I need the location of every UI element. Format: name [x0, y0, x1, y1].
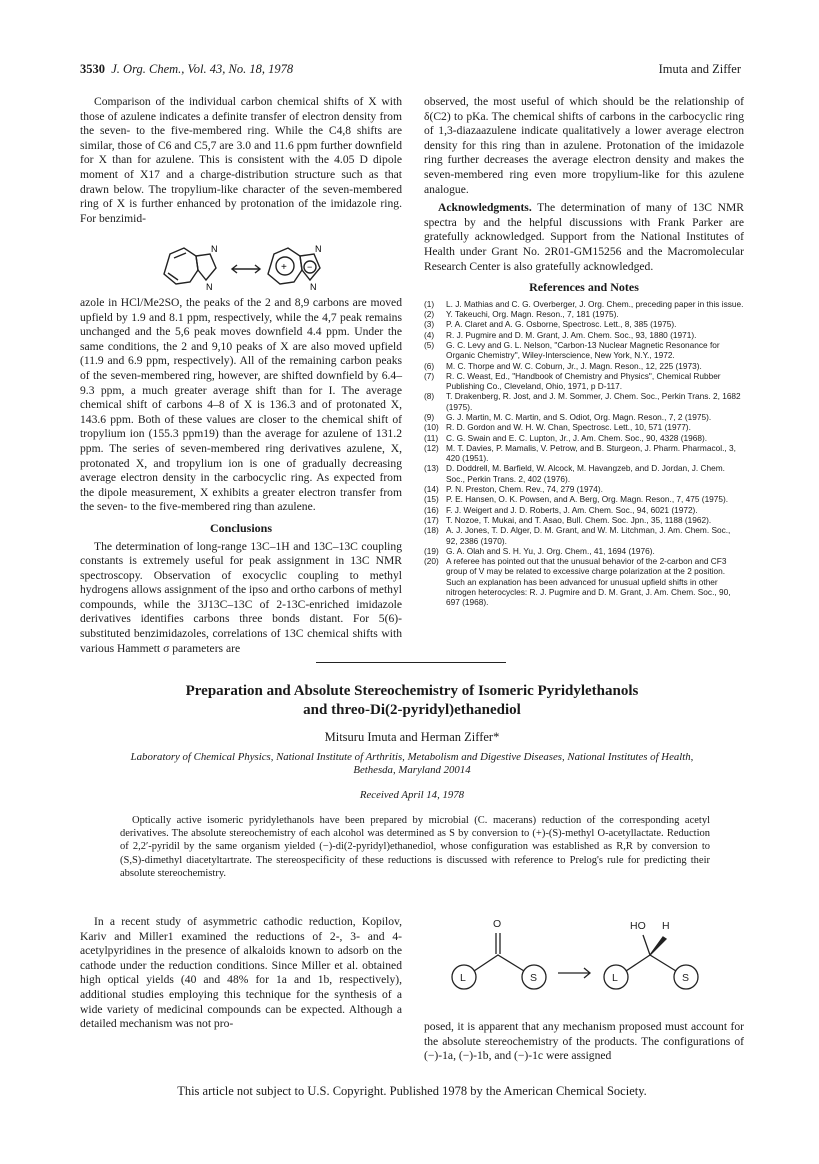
- reference-text: T. Nozoe, T. Mukai, and T. Asao, Bull. Chem. Soc. Jpn., 35, 1188 (1962).: [446, 514, 712, 525]
- reference-item: [424, 371, 744, 392]
- reference-item: [424, 556, 744, 607]
- reference-text: P. N. Preston, Chem. Rev., 74, 279 (1974).: [446, 484, 603, 495]
- reference-text: P. E. Hansen, O. K. Powsen, and A. Berg, Org. Magn. Reson., 7, 475 (1975).: [446, 494, 729, 505]
- reference-number: (11): [424, 432, 439, 443]
- reference-item: [424, 361, 744, 371]
- right-column: [424, 95, 744, 608]
- reference-item: [424, 515, 744, 525]
- reference-text: A referee has pointed out that the unusual behavior of the 2-carbon and CF3 group of V may be related to excessive charge polarization at the 2 position. Such an explanation has been advanced for unusual upfield shifts in other nitrogen heterocycles: R. J. Pugmire and D. M. Grant, J. Am. Chem. Soc., 90, 697 (1968).: [446, 556, 731, 608]
- article-title: [80, 682, 744, 720]
- reference-text: G. A. Olah and S. H. Yu, J. Org. Chem., 41, 1694 (1976).: [446, 545, 655, 556]
- reference-number: (5): [424, 339, 435, 350]
- n-label: N: [211, 244, 218, 254]
- reference-item: [424, 330, 744, 340]
- reference-item: [424, 422, 744, 432]
- reference-item: [424, 484, 744, 494]
- running-header: [80, 62, 293, 77]
- section-divider: [316, 662, 506, 663]
- paragraph: Comparison of the individual carbon chemical shifts of X with those of azulene indicates a definite transfer of electron density from the seven- to the five-membered ring. While the C4,8 shifts are similar, those of C6 and C5,7 are 3.0 and 11.6 ppm further downfield for X than for azulene. This is consistent with the 4.05 D dipole moment of X17 and a charge-distribution structure such as that drawn below. The tropylium-like character of the seven-membered ring of X is further enhanced by protonation of the imidazole ring. For benzimid-: [80, 95, 402, 225]
- reference-text: F. J. Weigert and J. D. Roberts, J. Am. Chem. Soc., 94, 6021 (1972).: [446, 504, 698, 515]
- reference-item: [424, 391, 744, 412]
- section-heading-conclusions: Conclusions: [209, 520, 273, 535]
- left-column-bottom: [80, 296, 402, 656]
- plus-sign: +: [281, 262, 287, 273]
- reference-item: [424, 546, 744, 556]
- ack-text: The determination of many of 13C NMR spectra by and the helpful discussions with Frank Parker are gratefully acknowledged. Support from the National Institutes of Health under Grant No. 2R01-GM15256 and the Macromolecular Research Center is also gratefully acknowledged.: [424, 201, 744, 273]
- reference-number: (3): [424, 319, 435, 330]
- reference-number: (17): [424, 514, 439, 525]
- n-label: N: [206, 282, 213, 292]
- reference-text: R. J. Pugmire and D. M. Grant, J. Am. Chem. Soc., 93, 1880 (1971).: [446, 329, 697, 340]
- five-membered-ring-left: [196, 254, 216, 280]
- reference-number: (20): [424, 556, 439, 567]
- minus-sign: −: [307, 262, 313, 272]
- small-group-label: S: [530, 972, 538, 984]
- n-label: N: [315, 244, 322, 254]
- reference-number: (15): [424, 494, 439, 505]
- reference-text: Y. Takeuchi, Org. Magn. Reson., 7, 181 (1975).: [446, 309, 619, 320]
- reference-text: R. D. Gordon and W. H. W. Chan, Spectrosc. Lett., 10, 571 (1977).: [446, 422, 691, 433]
- hydroxyl-label: HO: [630, 920, 646, 932]
- title-line: and threo-Di(2-pyridyl)ethanediol: [303, 702, 521, 718]
- received-date: Received April 14, 1978: [359, 789, 465, 801]
- page-number: 3530: [80, 62, 105, 76]
- n-label: N: [310, 282, 317, 292]
- reference-item: [424, 525, 744, 546]
- article-body-left: [80, 915, 402, 1032]
- oxygen-label: O: [493, 918, 502, 930]
- reference-number: (6): [424, 360, 435, 371]
- reference-item: [424, 443, 744, 464]
- reference-text: A. J. Jones, T. D. Alger, D. M. Grant, and W. M. Litchman, J. Am. Chem. Soc., 92, 2386 (1970).: [446, 525, 731, 546]
- reference-number: (14): [424, 484, 439, 495]
- title-line: Preparation and Absolute Stereochemistry of Isomeric Pyridylethanols: [185, 683, 639, 699]
- reference-number: (19): [424, 545, 439, 556]
- reference-text: L. J. Mathias and C. G. Overberger, J. Org. Chem., preceding paper in this issue.: [446, 298, 744, 309]
- references-list: [424, 299, 744, 608]
- seven-membered-ring-left: [164, 248, 198, 284]
- reference-text: M. C. Thorpe and W. C. Coburn, Jr., J. Magn. Reson., 12, 225 (1973).: [446, 360, 702, 371]
- copyright-footer: This article not subject to U.S. Copyright. Published 1978 by the American Chemical Society.: [177, 1084, 647, 1098]
- reference-number: (10): [424, 422, 439, 433]
- reference-text: R. C. Weast, Ed., "Handbook of Chemistry and Physics", Chemical Rubber Publishing Co., Cleveland, Ohio, 1971, p D-117.: [446, 370, 721, 392]
- article-abstract: Optically active isomeric pyridylethanols have been prepared by microbial (C. macerans) reduction of the corresponding acetyl derivatives. The absolute stereochemistry of each alcohol was determined as S by conversion to (+)-(S)-methyl O-acetyllactate. Reduction of 2,2′-pyridil by the same organism yielded (−)-di(2-pyridyl)ethanediol, whose configuration was established as R,R by conversion to (S,S)-dimethyl diacetyltartrate. The stereospecificity of these reductions is discussed with reference to Prelog's rule for predicting their absolute stereochemistry.: [120, 815, 710, 879]
- reference-item: [424, 494, 744, 504]
- reference-number: (7): [424, 370, 435, 381]
- reduction-scheme-diagram: [440, 913, 710, 1005]
- article-affiliation: Laboratory of Chemical Physics, National Institute of Arthritis, Metabolism and Digestive Diseases, National Institutes of Health, Bethesda, Maryland 20014: [130, 751, 694, 776]
- reference-number: (18): [424, 525, 439, 536]
- reference-item: [424, 505, 744, 515]
- reference-item: [424, 412, 744, 422]
- reference-item: [424, 463, 744, 484]
- article-body-right: [424, 1020, 744, 1064]
- ack-heading: Acknowledgments.: [438, 201, 532, 215]
- reference-item: [424, 433, 744, 443]
- journal-citation: J. Org. Chem., Vol. 43, No. 18, 1978: [111, 62, 294, 76]
- reference-text: T. Drakenberg, R. Jost, and J. M. Sommer, J. Chem. Soc., Perkin Trans. 2, 1682 (1975).: [446, 391, 741, 412]
- running-authors: Imuta and Ziffer: [658, 62, 741, 76]
- reference-number: (8): [424, 391, 435, 402]
- paragraph: In a recent study of asymmetric cathodic reduction, Kopilov, Kariv and Miller1 examined the reductions of 2-, 3- and 4-acetylpyridines in the presence of alkaloids known to adsorb on the cathode under the reduction conditions. Since Miller et al. obtained high optical yields (40 and 48% for 1a and 1b, respectively), additional studies employing this technique for the synthesis of a wide variety of medicinal compounds can be expected. Although a detailed mechanism was not pro-: [80, 915, 402, 1031]
- reference-number: (2): [424, 309, 435, 320]
- reference-item: [424, 299, 744, 309]
- reference-number: (12): [424, 442, 439, 453]
- article-authors: Mitsuru Imuta and Herman Ziffer*: [324, 730, 500, 744]
- paragraph: azole in HCl/Me2SO, the peaks of the 2 and 8,9 carbons are moved upfield by 1.9 and 8.1 ppm, respectively, while the 4,7 peak remains unchanged and the 5,6 peak moves downfield 4.4 ppm. Under the same conditions, the 2 and 9,10 peaks of X are also moved upfield (11.9 and 6.9 ppm, respectively). All of the remaining carbon peaks of the seven-membered ring, however, are shifted downfield by 6.4–9.3 ppm, a much greater average shift than for I. The average chemical shift of carbons 4–8 of X is 136.3 and of protonated X, 143.6 ppm. Both of these values are closer to the chemical shift of tropylium ion (155.3 ppm19) than the average for azulene of 131.2 ppm. The series of seven-membered ring derivatives azulene, X, protonated X, and tropylium ion is one of gradually decreasing average electron density in the carbocyclic ring. As expected from the dipole measurement, X exhibits a greater electron transfer from the seven- to the five-membered ring than azulene.: [80, 296, 402, 514]
- reference-number: (16): [424, 504, 439, 515]
- acknowledgments: [424, 201, 744, 274]
- reference-item: [424, 309, 744, 319]
- reference-text: P. A. Claret and A. G. Osborne, Spectrosc. Lett., 8, 385 (1975).: [446, 319, 677, 330]
- reference-text: M. T. Davies, P. Mamalis, V. Petrow, and B. Sturgeon, J. Pharm. Pharmacol., 3, 420 (1951).: [446, 442, 736, 464]
- large-group-label: L: [612, 972, 618, 984]
- reference-number: (1): [424, 298, 435, 309]
- paragraph: posed, it is apparent that any mechanism proposed must account for the absolute stereochemistry of the products. The configurations of (−)-1a, (−)-1b, and (−)-1c were assigned: [424, 1020, 744, 1063]
- reference-text: D. Doddrell, M. Barfield, W. Alcock, M. Havangzeb, and D. Jordan, J. Chem. Soc., Perkin Trans. 2, 402 (1976).: [446, 463, 725, 484]
- paragraph: observed, the most useful of which should be the relationship of δ(C2) to pKa. The chemical shifts of carbons in the carbocyclic ring of 1,3-diazaazulene indicate qualitatively a lower average electron density for this ring than in azulene. Protonation of the imidazole ring further decreases the average electron density and makes the seven-membered ring even more tropylium-like for this azulene analogue.: [424, 95, 744, 196]
- left-column-top: [80, 95, 402, 226]
- reference-item: [424, 340, 744, 361]
- reference-text: G. J. Martin, M. C. Martin, and S. Odiot, Org. Magn. Reson., 7, 2 (1975).: [446, 411, 712, 422]
- large-group-label: L: [460, 972, 466, 984]
- section-heading-references: References and Notes: [529, 280, 639, 295]
- reference-number: (13): [424, 463, 439, 474]
- resonance-structure-diagram: [150, 244, 350, 294]
- reference-text: G. C. Levy and G. L. Nelson, "Carbon-13 Nuclear Magnetic Resonance for Organic Chemistry", Wiley-Interscience, New York, N.Y., 1972.: [446, 339, 720, 361]
- hydrogen-label: H: [662, 920, 670, 932]
- reference-text: C. G. Swain and E. C. Lupton, Jr., J. Am. Chem. Soc., 90, 4328 (1968).: [446, 432, 708, 443]
- reference-number: (4): [424, 329, 435, 340]
- reference-number: (9): [424, 411, 435, 422]
- small-group-label: S: [682, 972, 690, 984]
- paragraph: The determination of long-range 13C–1H and 13C–13C coupling constants is extremely useful for peak assignment in 13C NMR spectroscopy. Observation of exocyclic coupling to methyl hydrogens allows assignment of the ipso and ortho carbons of methyl compounds, while the 3J13C–13C of 2-13C-enriched imidazole derivatives identifies carbons three bonds distant. For 5(6)-substituted benzimidazoles, correlations of 13C chemical shifts with various Hammett σ parameters are: [80, 539, 402, 655]
- reference-item: [424, 319, 744, 329]
